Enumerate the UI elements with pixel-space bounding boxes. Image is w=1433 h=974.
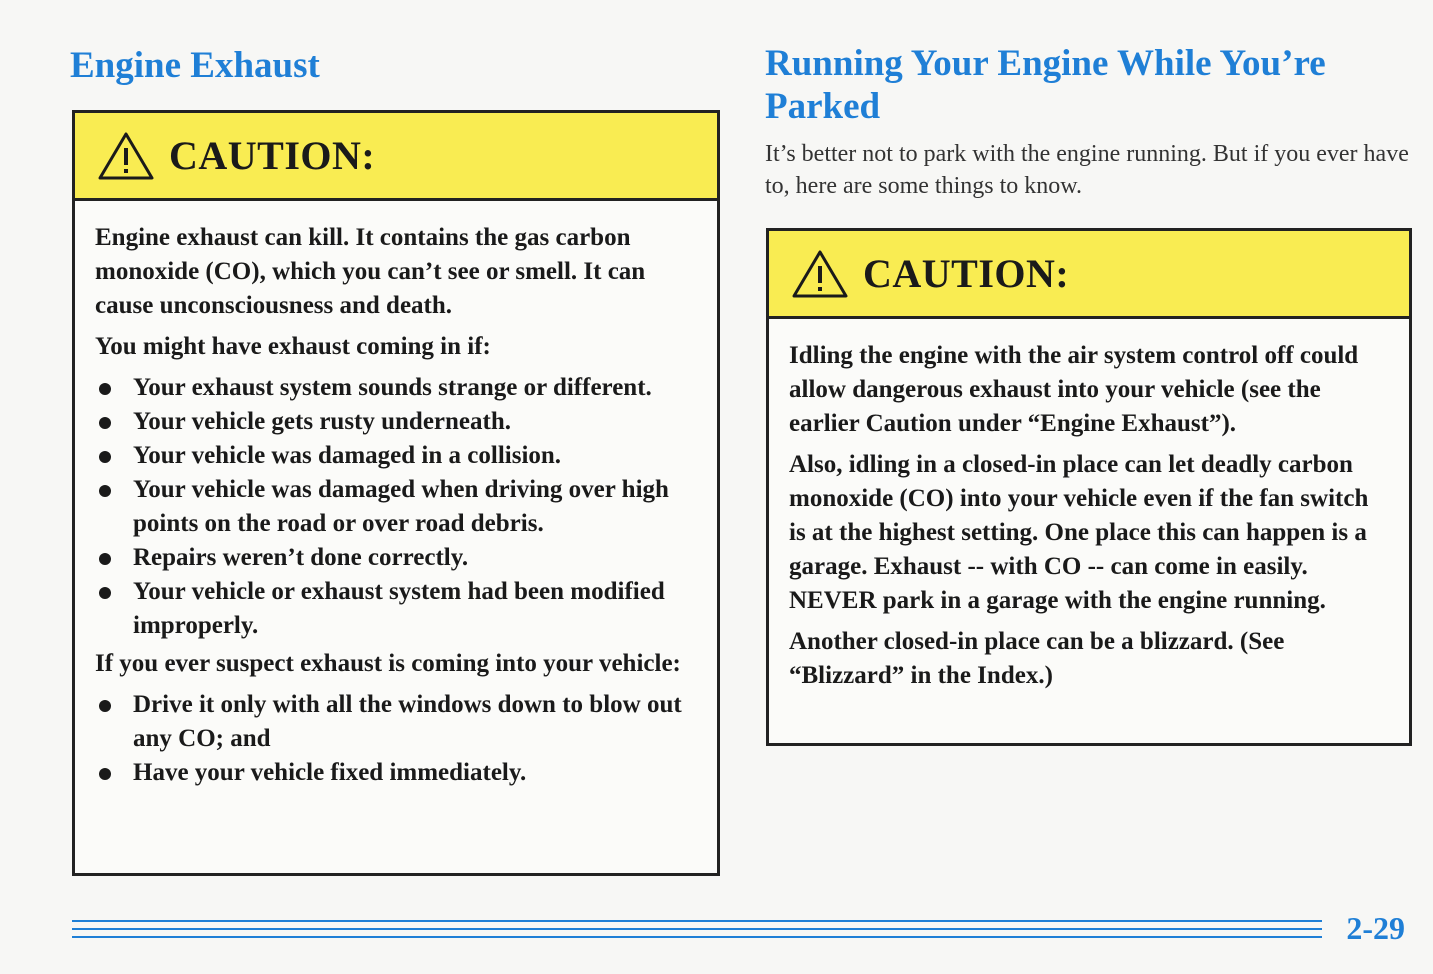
list-item: Your vehicle was damaged when driving over high points on the road or over road debris. <box>95 473 697 541</box>
caution-paragraph: Another closed-in place can be a blizzard. (See “Blizzard” in the Index.) <box>789 628 1285 689</box>
caution-paragraph: Idling the engine with the air system control off could allow dangerous exhaust into your vehicle (see the earlier Caution under “Engine Exhaust”). <box>789 342 1359 437</box>
caution-header <box>769 231 1409 319</box>
list-item: Repairs weren’t done correctly. <box>95 541 697 575</box>
footer-rule <box>72 928 1322 930</box>
caution-box-running-engine <box>766 228 1412 746</box>
caution-header <box>75 113 717 201</box>
caution-paragraph: Also, idling in a closed-in place can let deadly carbon monoxide (CO) into your vehicle even if the fan switch is at the highest setting. One place this can happen is a garage. Exhaust -- with CO -- can come in easily. NEVER park in a garage with the engine running. <box>789 451 1369 614</box>
caution-paragraph: You might have exhaust coming in if: <box>95 333 491 360</box>
footer-rule <box>72 920 1322 922</box>
caution-label: CAUTION: <box>169 133 376 178</box>
list-item: Drive it only with all the windows down to blow out any CO; and <box>95 688 697 756</box>
list-item: Your vehicle or exhaust system had been modified improperly. <box>95 575 697 643</box>
bullet-list <box>95 688 697 790</box>
section-heading-running-engine-parked: Running Your Engine While You’re Parked <box>765 43 1326 127</box>
intro-paragraph: It’s better not to park with the engine running. But if you ever have to, here are some things to know. <box>765 141 1409 199</box>
page-number: 2-29 <box>1346 910 1405 946</box>
caution-box-engine-exhaust <box>72 110 720 876</box>
list-item: Your vehicle gets rusty underneath. <box>95 405 697 439</box>
list-item: Your exhaust system sounds strange or different. <box>95 371 697 405</box>
caution-body <box>75 201 717 790</box>
caution-paragraph: Engine exhaust can kill. It contains the gas carbon monoxide (CO), which you can’t see or smell. It can cause unconsciousness and death. <box>95 224 646 319</box>
caution-body <box>769 319 1409 693</box>
list-item: Your vehicle was damaged in a collision. <box>95 439 697 473</box>
warning-triangle-icon <box>97 131 155 181</box>
footer-rule <box>72 936 1322 938</box>
list-item: Have your vehicle fixed immediately. <box>95 756 697 790</box>
section-heading-engine-exhaust: Engine Exhaust <box>70 45 320 86</box>
bullet-list <box>95 371 697 643</box>
caution-paragraph: If you ever suspect exhaust is coming into your vehicle: <box>95 650 681 677</box>
caution-label: CAUTION: <box>863 251 1070 296</box>
warning-triangle-icon <box>791 249 849 299</box>
